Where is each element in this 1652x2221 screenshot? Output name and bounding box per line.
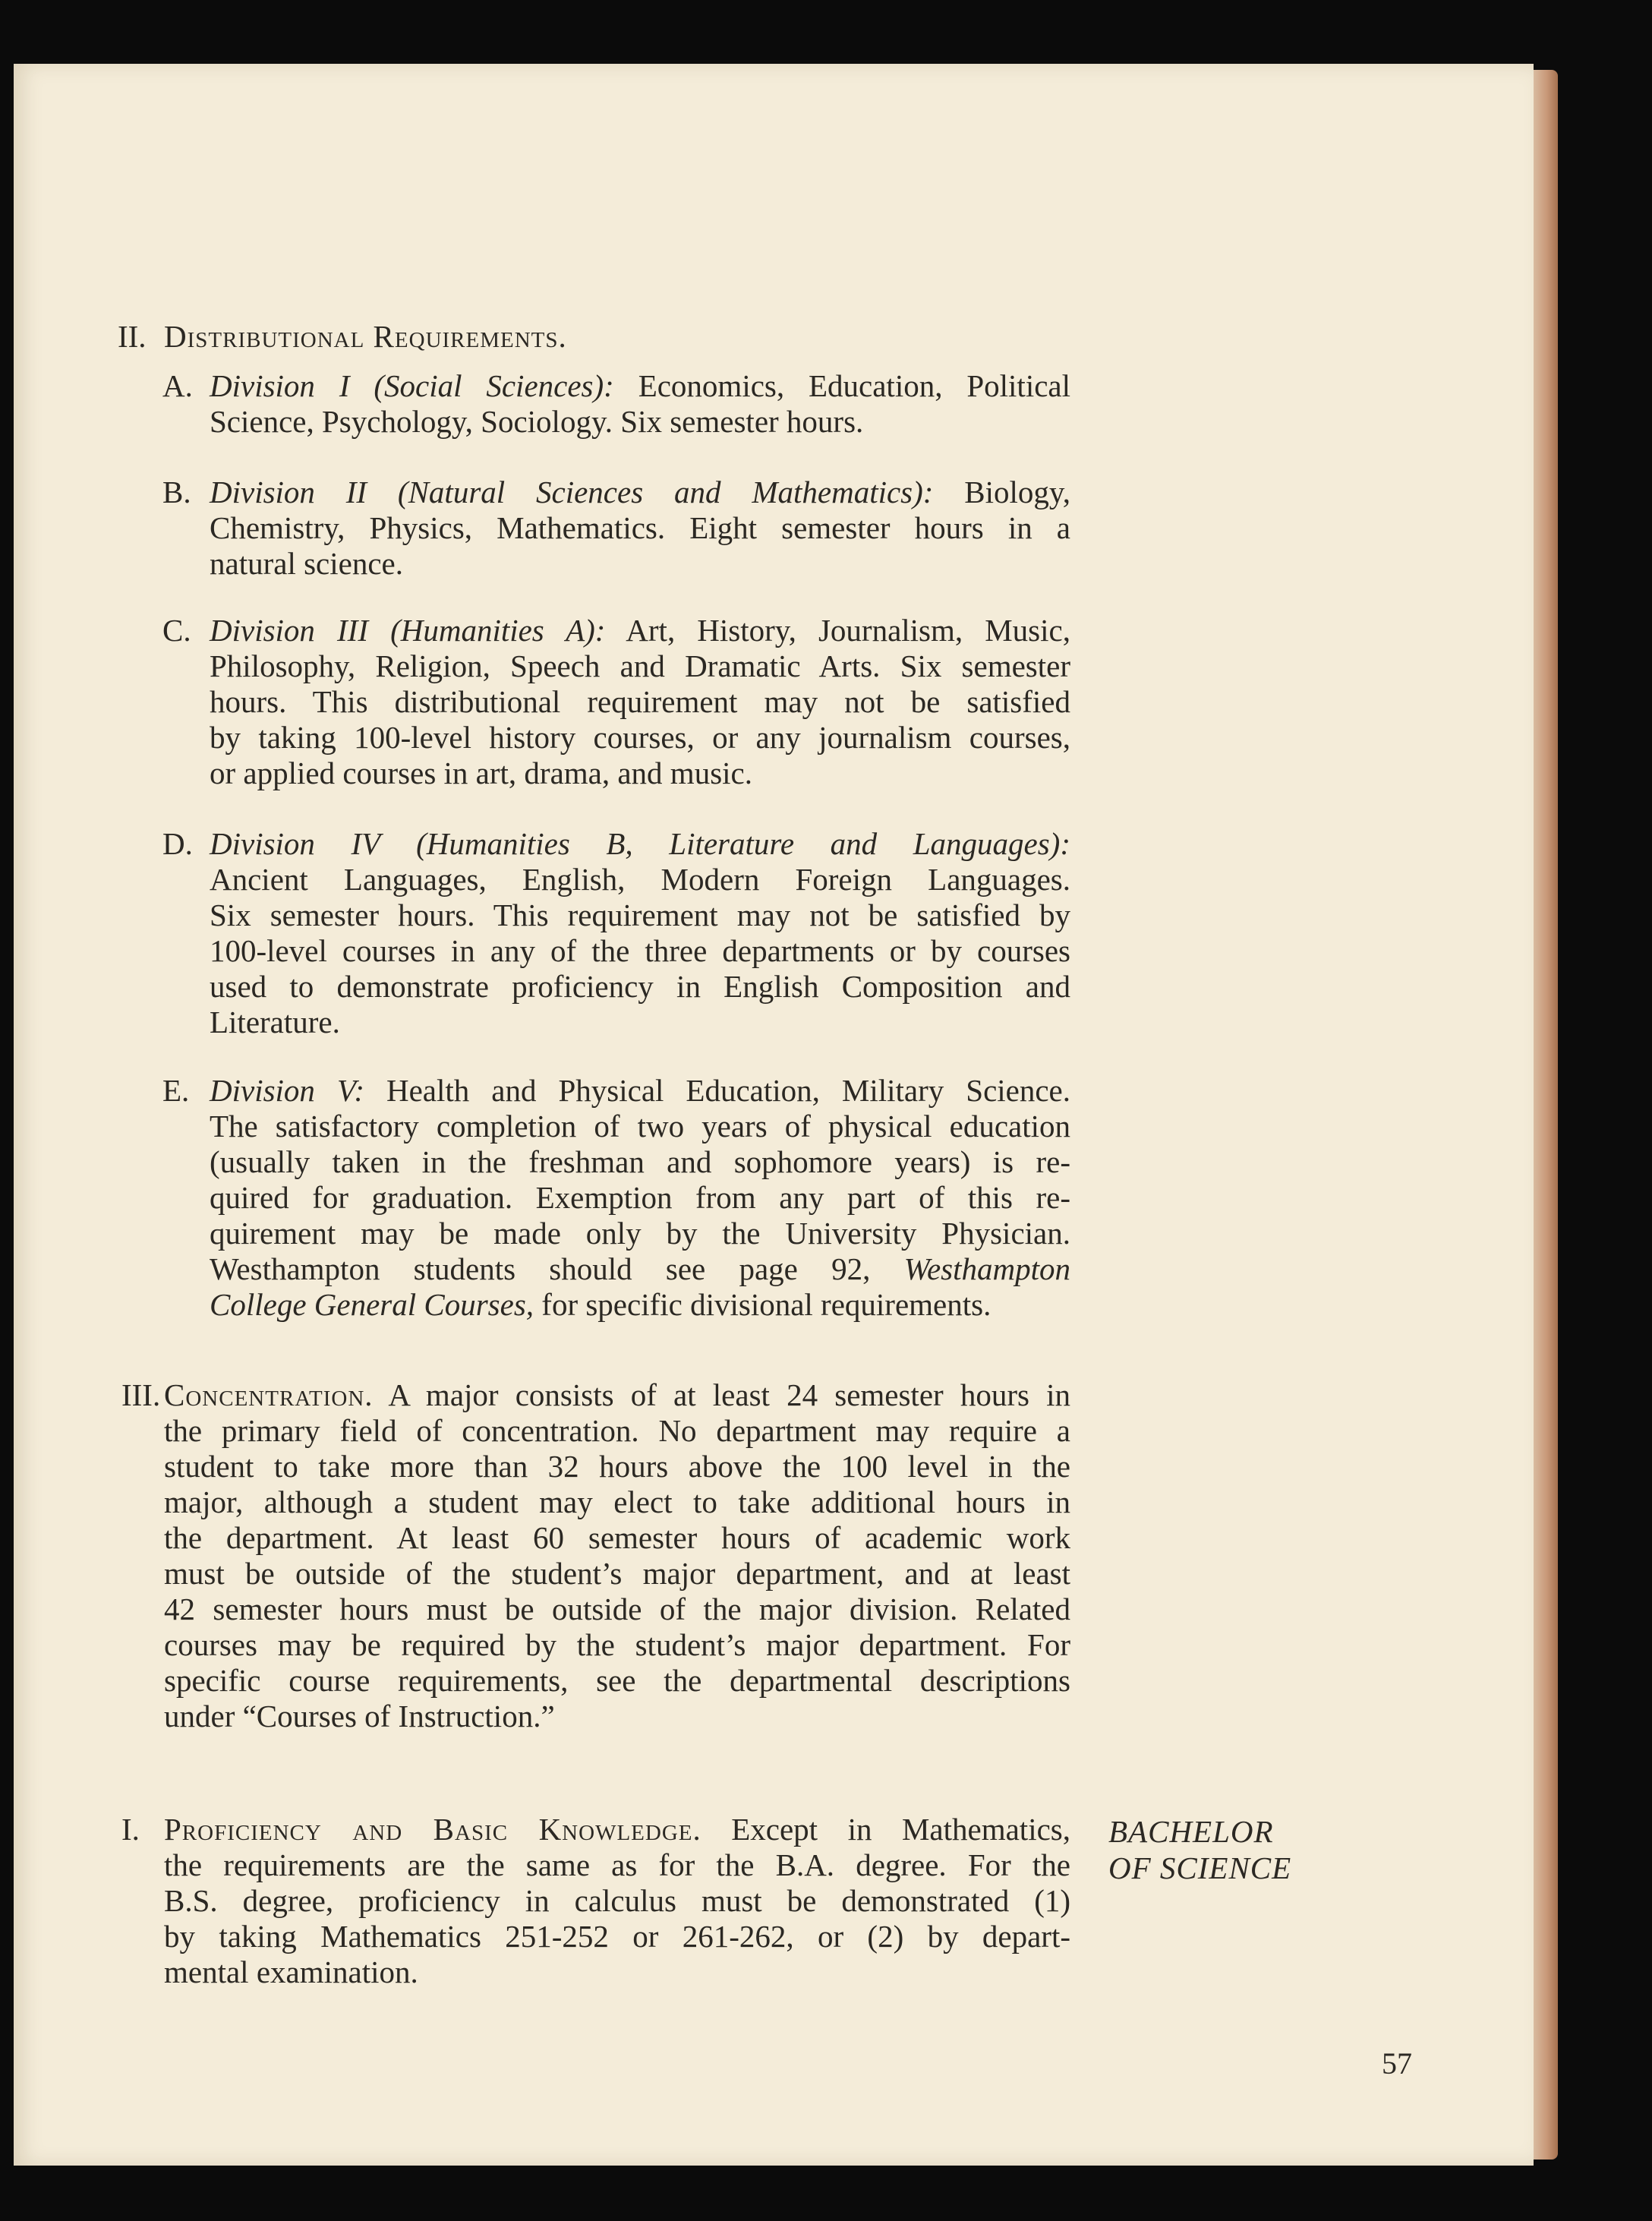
line-text: Health and Physical Education, Military Science. bbox=[364, 1073, 1070, 1108]
line-text: Economics, Education, Political bbox=[613, 368, 1070, 403]
line-text: Chemistry, Physics, Mathematics. Eight semester hours in a bbox=[210, 510, 1070, 545]
section-i-first-line bbox=[164, 1812, 1070, 1847]
line-text: quired for graduation. Exemption from any part of this re- bbox=[210, 1180, 1070, 1215]
item-line bbox=[210, 756, 1070, 790]
item-line bbox=[210, 898, 1070, 932]
line-text: by taking 100-level history courses, or any journalism courses, bbox=[210, 720, 1070, 755]
section-iii-line: the department. At least 60 semester hours of academic work bbox=[164, 1520, 1070, 1555]
section-i-title: Proficiency and Basic Knowledge. bbox=[164, 1812, 701, 1847]
section-i-line: mental examination. bbox=[164, 1954, 418, 1989]
line-text: Philosophy, Religion, Speech and Dramatic Arts. Six semester bbox=[210, 648, 1070, 683]
item-line bbox=[210, 648, 1070, 683]
section-iii-first-line bbox=[164, 1377, 1070, 1412]
item-line bbox=[210, 826, 1070, 861]
section-ii-numeral: II. bbox=[118, 319, 147, 354]
line-text: Literature. bbox=[210, 1005, 340, 1040]
item-line bbox=[210, 1287, 1070, 1322]
line-text: The satisfactory completion of two years of physical education bbox=[210, 1109, 1070, 1144]
item-line bbox=[210, 475, 1070, 510]
section-iii-line: major, although a student may elect to take additional hours in bbox=[164, 1484, 1070, 1519]
section-iii-line: must be outside of the student’s major department, and at least bbox=[164, 1556, 1070, 1591]
section-iii-line: under “Courses of Instruction.” bbox=[164, 1699, 555, 1734]
item-letter: A. bbox=[162, 368, 193, 403]
section-iii-line: the primary field of concentration. No department may require a bbox=[164, 1413, 1070, 1448]
item-line bbox=[210, 720, 1070, 755]
item-letter: E. bbox=[162, 1073, 190, 1108]
line-text: or applied courses in art, drama, and music. bbox=[210, 756, 752, 790]
division-title: Division II (Natural Sciences and Mathematics): bbox=[210, 475, 934, 510]
side-heading-line-2: OF SCIENCE bbox=[1108, 1850, 1292, 1885]
item-line bbox=[210, 1180, 1070, 1215]
division-title: Division I (Social Sciences): bbox=[210, 368, 614, 403]
section-iii-line: 42 semester hours must be outside of the major division. Related bbox=[164, 1592, 1070, 1626]
division-title: College General Courses, bbox=[210, 1287, 534, 1322]
item-letter: B. bbox=[162, 475, 191, 510]
line-text: hours. This distributional requirement may not be satisfied bbox=[210, 684, 1070, 719]
item-line bbox=[210, 613, 1070, 648]
item-line bbox=[210, 684, 1070, 719]
item-line bbox=[210, 1109, 1070, 1144]
item-line bbox=[210, 368, 1070, 403]
section-iii-title: Concentration. bbox=[164, 1377, 374, 1412]
section-iii-line: student to take more than 32 hours above the 100 level in the bbox=[164, 1449, 1070, 1484]
division-title: Division III (Humanities A): bbox=[210, 613, 606, 648]
item-line bbox=[210, 969, 1070, 1004]
section-i-line: B.S. degree, proficiency in calculus must be demonstrated (1) bbox=[164, 1883, 1070, 1918]
line-text: Ancient Languages, English, Modern Foreign Languages. bbox=[210, 862, 1070, 897]
line-text: natural science. bbox=[210, 546, 403, 581]
item-line bbox=[210, 933, 1070, 968]
line-text: Except in Mathematics, bbox=[701, 1812, 1070, 1847]
side-heading bbox=[1108, 1813, 1359, 1886]
item-line bbox=[210, 1251, 1070, 1286]
section-ii-title: Distributional Requirements. bbox=[164, 319, 567, 354]
section-iii-numeral: III. bbox=[121, 1377, 161, 1412]
line-text: A major consists of at least 24 semester hours in bbox=[373, 1377, 1070, 1412]
item-line bbox=[210, 510, 1070, 545]
line-text: Art, History, Journalism, Music, bbox=[605, 613, 1070, 648]
line-text: Biology, bbox=[933, 475, 1070, 510]
item-line bbox=[210, 1216, 1070, 1251]
line-text: Science, Psychology, Sociology. Six semester hours. bbox=[210, 404, 864, 439]
section-i-line: by taking Mathematics 251-252 or 261-262, or (2) by depart- bbox=[164, 1919, 1070, 1954]
item-line bbox=[210, 546, 1070, 581]
italic-title: Westhampton bbox=[903, 1251, 1070, 1286]
division-title: Division IV (Humanities B, Literature and Languages): bbox=[210, 826, 1070, 861]
page-number: 57 bbox=[1382, 2046, 1412, 2081]
section-i-numeral: I. bbox=[121, 1812, 140, 1847]
item-line bbox=[210, 1144, 1070, 1179]
item-letter: D. bbox=[162, 826, 193, 861]
item-line bbox=[210, 404, 1070, 439]
section-i-line: the requirements are the same as for the B.A. degree. For the bbox=[164, 1847, 1070, 1882]
line-text: quirement may be made only by the University Physician. bbox=[210, 1216, 1070, 1251]
item-line bbox=[210, 1005, 1070, 1040]
division-title: Division V: bbox=[210, 1073, 364, 1108]
item-line bbox=[210, 862, 1070, 897]
item-letter: C. bbox=[162, 613, 191, 648]
line-text: Westhampton students should see page 92, bbox=[210, 1251, 904, 1286]
line-text: (usually taken in the freshman and sophomore years) is re- bbox=[210, 1144, 1070, 1179]
side-heading-line-1: BACHELOR bbox=[1108, 1814, 1274, 1849]
section-iii-line: specific course requirements, see the departmental descriptions bbox=[164, 1663, 1070, 1698]
item-line bbox=[210, 1073, 1070, 1108]
line-text: used to demonstrate proficiency in English Composition and bbox=[210, 969, 1070, 1004]
section-iii-line: courses may be required by the student’s major department. For bbox=[164, 1627, 1070, 1662]
line-text: Six semester hours. This requirement may not be satisfied by bbox=[210, 898, 1070, 932]
line-text: 100-level courses in any of the three departments or by courses bbox=[210, 933, 1070, 968]
line-text: for specific divisional requirements. bbox=[534, 1287, 992, 1322]
